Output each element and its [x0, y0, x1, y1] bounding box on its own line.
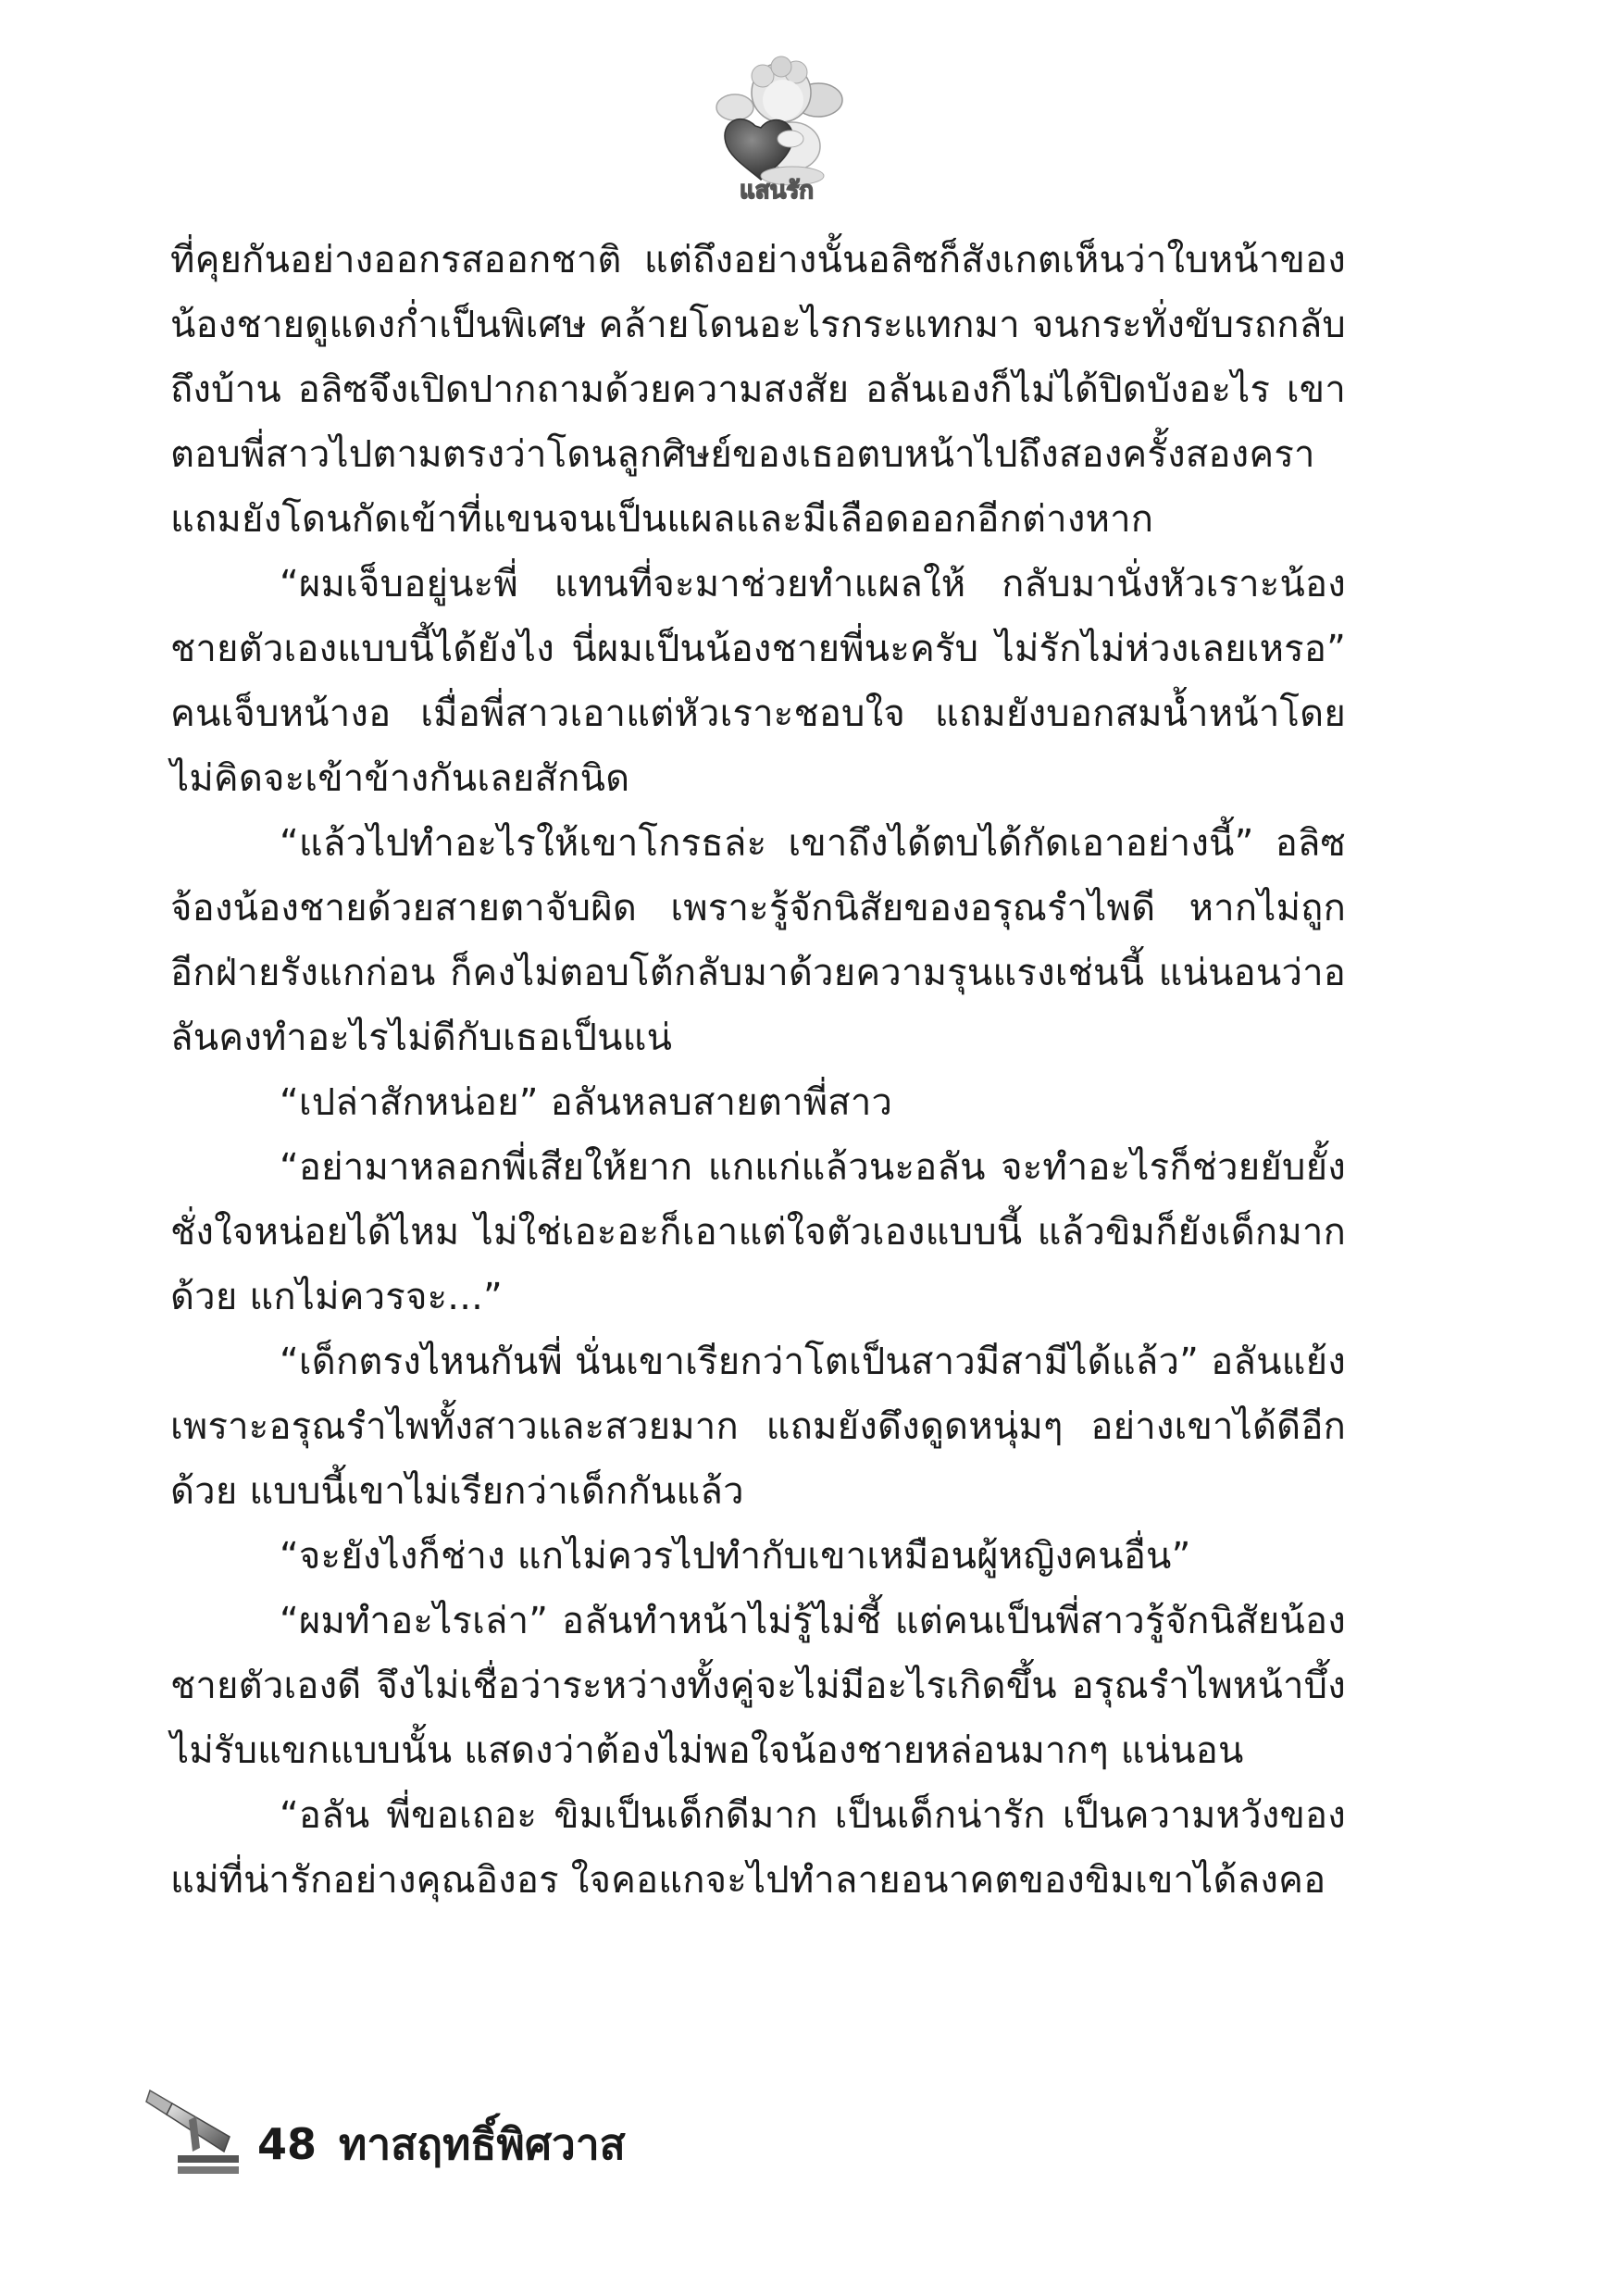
paragraph: ที่คุยกันอย่างออกรสออกชาติ แต่ถึงอย่างนั้นอลิซก็สังเกตเห็นว่าใบหน้าของน้องชายดูแดงก่ำเป็นพิเศษ คล้ายโดนอะไรกระแทกมา จนกระทั่งขับรถกลับถึงบ้าน อลิซจึงเปิดปากถามด้วยความสงสัย อลันเองก็ไม่ได้ปิดบังอะไร เขาตอบพี่สาวไปตามตรงว่าโดนลูกศิษย์ของเธอตบหน้าไปถึงสองครั้งสองครา แถมยังโดนกัดเข้าที่แขนจนเป็นแผลและมีเลือดออกอีกต่างหาก — [170, 239, 1347, 541]
cupid-heart-logo-icon — [707, 54, 846, 209]
paragraph: “อย่ามาหลอกพี่เสียให้ยาก แกแก่แล้วนะอลัน จะทำอะไรก็ช่วยยับยั้งชั่งใจหน่อยได้ไหม ไม่ใช่เอะอะก็เอาแต่ใจตัวเองแบบนี้ แล้วขิมก็ยังเด็กมากด้วย แกไม่ควรจะ...” — [170, 1146, 1346, 1318]
footer-text — [257, 2111, 626, 2178]
paragraph: “เด็กตรงไหนกันพี่ นั่นเขาเรียกว่าโตเป็นสาวมีสามีได้แล้ว” อลันแย้งเพราะอรุณรำไพทั้งสาวและสวยมาก แถมยังดึงดูดหนุ่มๆ อย่างเขาได้ดีอีกด้วย แบบนี้เขาไม่เรียกว่าเด็กกันแล้ว — [170, 1341, 1346, 1513]
page-body — [170, 228, 1346, 1913]
paragraph: “ผมเจ็บอยู่นะพี่ แทนที่จะมาช่วยทำแผลให้ กลับมานั่งหัวเราะน้องชายตัวเองแบบนี้ได้ยังไง นี่ผมเป็นน้องชายพี่นะครับ ไม่รักไม่ห่วงเลยเหรอ” คนเจ็บหน้างอ เมื่อพี่สาวเอาแต่หัวเราะชอบใจ แถมยังบอกสมน้ำหน้าโดยไม่คิดจะเข้าข้างกันเลยสักนิด — [170, 563, 1346, 800]
paragraph: “ผมทำอะไรเล่า” อลันทำหน้าไม่รู้ไม่ชี้ แต่คนเป็นพี่สาวรู้จักนิสัยน้องชายตัวเองดี จึงไม่เชื่อว่าระหว่างทั้งคู่จะไม่มีอะไรเกิดขึ้น อรุณรำไพหน้าบึ้งไม่รับแขกแบบนั้น แสดงว่าต้องไม่พอใจน้องชายหล่อนมากๆ แน่นอน — [170, 1600, 1346, 1772]
book-title: ทาสฤทธิ์พิศวาส — [339, 2119, 626, 2169]
page-number: 48 — [257, 2119, 317, 2169]
logo-text: แสนรัก — [739, 177, 815, 205]
page-footer — [141, 2083, 974, 2185]
paragraph: “อลัน พี่ขอเถอะ ขิมเป็นเด็กดีมาก เป็นเด็กน่ารัก เป็นความหวังของแม่ที่น่ารักอย่างคุณอิงอร ใจคอแกจะไปทำลายอนาคตของขิมเขาได้ลงคอ — [170, 1794, 1346, 1902]
lipstick-icon — [141, 2083, 243, 2185]
paragraph: “จะยังไงก็ช่าง แกไม่ควรไปทำกับเขาเหมือนผู้หญิงคนอื่น” — [280, 1535, 1191, 1578]
paragraph: “เปล่าสักหน่อย” อลันหลบสายตาพี่สาว — [280, 1081, 893, 1124]
paragraph: “แล้วไปทำอะไรให้เขาโกรธล่ะ เขาถึงได้ตบได้กัดเอาอย่างนี้” อลิซจ้องน้องชายด้วยสายตาจับผิด เพราะรู้จักนิสัยของอรุณรำไพดี หากไม่ถูกอีกฝ่ายรังแกก่อน ก็คงไม่ตอบโต้กลับมาด้วยความรุนแรงเช่นนี้ แน่นอนว่าอลันคงทำอะไรไม่ดีกับเธอเป็นแน่ — [170, 822, 1346, 1059]
